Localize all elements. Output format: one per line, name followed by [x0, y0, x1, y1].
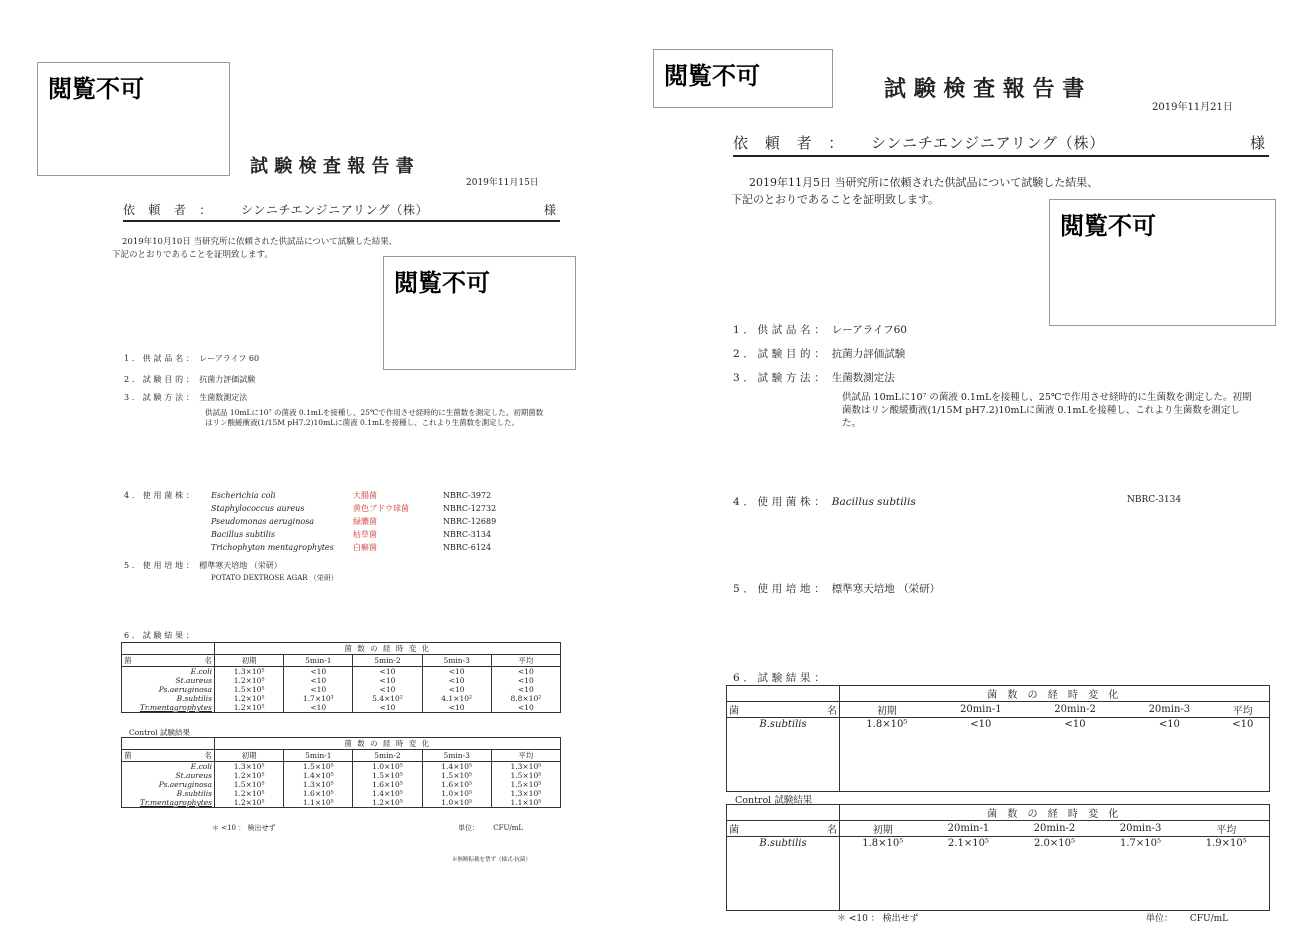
cell: 1.8×10⁵ — [840, 837, 926, 851]
strain-code: NBRC-12689 — [443, 517, 497, 526]
cell: 1.2×10⁵ — [215, 676, 284, 685]
col-bacteria: 菌 — [729, 825, 739, 836]
cell: <10 — [353, 703, 422, 713]
control-label: Control 試験結果 — [129, 728, 190, 737]
method-detail: 供試品 10mLに10⁷ の菌液 0.1mLを接種し、25℃で作用させ経時的に生菌数を測定した。初期菌数はリン酸緩衝液(1/15M pH7.2)10mLに菌液 0.1mLを接種し、これより生菌数を測定した。 — [205, 408, 544, 428]
client-name: シンニチエンジニアリング（株） — [871, 134, 1106, 152]
sample-value: レーアライフ60 — [831, 324, 907, 336]
cell: 1.2×10⁵ — [215, 798, 284, 808]
sample-item — [733, 322, 907, 337]
cell: 1.5×10⁵ — [215, 685, 284, 694]
cell: 1.0×10⁵ — [422, 789, 491, 798]
method-detail: 供試品 10mLに10⁷ の菌液 0.1mLを接種し、25℃で作用させ経時的に生菌数を測定した。初期菌数はリン酸緩衝液(1/15M pH7.2)10mLに菌液 0.1mLを接種し、これより生菌数を測定した。 — [842, 392, 1252, 429]
cell: 1.2×10⁵ — [215, 703, 284, 713]
col-name: 名 — [204, 656, 212, 665]
row-name: St.aureus — [175, 676, 212, 685]
col-name: 名 — [827, 706, 837, 717]
row-name: E.coli — [190, 667, 212, 676]
results-key: 6．試験結果： — [733, 672, 829, 684]
unit — [458, 823, 523, 833]
sample-item — [124, 353, 259, 364]
unit-value: CFU/mL — [1189, 914, 1229, 924]
cell: <10 — [422, 703, 491, 713]
table-row — [727, 718, 1270, 732]
purpose-value: 抗菌力評価試験 — [831, 348, 906, 360]
cell: 1.4×10⁵ — [353, 789, 422, 798]
col-header: 平均 — [491, 655, 560, 667]
redaction-box — [653, 49, 833, 108]
method-value: 生菌数測定法 — [199, 393, 248, 402]
test-results-table — [726, 685, 1270, 792]
method-item — [124, 392, 247, 403]
col-header: 初期 — [215, 655, 284, 667]
cell: 1.5×10⁵ — [353, 771, 422, 780]
col-name: 名 — [204, 751, 212, 760]
cell: <10 — [491, 685, 560, 694]
method-key: 3．試験方法： — [124, 393, 197, 402]
redaction-box — [37, 62, 230, 176]
cell: <10 — [1232, 719, 1254, 731]
col-bacteria: 菌 — [729, 706, 739, 717]
purpose-item — [124, 374, 255, 385]
table-row — [122, 685, 561, 694]
col-header: 平均 — [491, 750, 560, 762]
client-line — [123, 200, 560, 222]
redaction-label: 閲覧不可 — [1060, 212, 1156, 240]
cell: 1.6×10⁵ — [284, 789, 353, 798]
table-row — [122, 667, 561, 677]
col-header: 5min-1 — [284, 750, 353, 762]
table-header: 菌 数 の 経 時 変 化 — [215, 643, 561, 655]
cell: 2.1×10⁵ — [947, 838, 989, 850]
cell: <10 — [422, 685, 491, 694]
cell: 1.5×10⁵ — [491, 771, 560, 780]
medium-value: 標準寒天培地 （栄研） — [199, 561, 282, 570]
cell: 1.5×10⁵ — [491, 780, 560, 789]
client-suffix: 様 — [543, 203, 556, 217]
client-label: 依 頼 者 ： — [123, 203, 217, 217]
strain-jp: 緑膿菌 — [353, 517, 377, 526]
col-header: 5min-2 — [353, 750, 422, 762]
cell: <10 — [353, 676, 422, 685]
cell: 1.9×10⁵ — [1205, 838, 1247, 850]
cell: <10 — [1064, 719, 1086, 731]
redaction-box — [383, 256, 576, 370]
strain-row — [211, 529, 491, 540]
cell: 1.8×10⁵ — [840, 718, 934, 732]
cell: 1.1×10⁵ — [284, 798, 353, 808]
intro-text — [731, 174, 1098, 208]
cell: 1.3×10⁵ — [491, 789, 560, 798]
unit-value: CFU/mL — [493, 824, 523, 832]
col-header: 5min-3 — [422, 655, 491, 667]
strain-name: Escherichia coli — [211, 491, 276, 500]
intro-line-1: 2019年11月5日 当研究所に依頼された供試品について試験した結果、 — [749, 176, 1099, 189]
cell: 1.2×10⁵ — [215, 694, 284, 703]
table-row — [122, 676, 561, 685]
cell: <10 — [491, 703, 560, 713]
control-results-table — [121, 737, 561, 808]
control-results-table — [726, 804, 1270, 911]
cell: 1.0×10⁵ — [353, 762, 422, 772]
cell: 8.8×10² — [491, 694, 560, 703]
table-row — [122, 703, 561, 713]
report-title: 試験検査報告書 — [250, 156, 421, 177]
col-header: 初期 — [215, 750, 284, 762]
row-name: Ps.aeruginosa — [158, 685, 212, 694]
cell: 1.3×10⁵ — [284, 780, 353, 789]
cell: 1.5×10⁵ — [422, 771, 491, 780]
client-name: シンニチエンジニアリング（株） — [241, 203, 429, 217]
cell: <10 — [422, 676, 491, 685]
cell: 1.6×10⁵ — [353, 780, 422, 789]
col-header: 5min-3 — [422, 750, 491, 762]
cell: 1.5×10⁵ — [284, 762, 353, 772]
medium-key: 5．使用培地： — [733, 583, 829, 595]
cell: <10 — [284, 676, 353, 685]
row-name: Ps.aeruginosa — [158, 780, 212, 789]
intro-text — [112, 236, 397, 262]
purpose-key: 2．試験目的： — [124, 375, 197, 384]
cell: 1.4×10⁵ — [422, 762, 491, 772]
cell: 1.2×10⁵ — [215, 789, 284, 798]
purpose-value: 抗菌力評価試験 — [199, 375, 256, 384]
row-name: E.coli — [190, 762, 212, 771]
cell: <10 — [284, 667, 353, 677]
strain-name: Trichophyton mentagrophytes — [211, 543, 334, 552]
table-row — [122, 780, 561, 789]
cell: 1.4×10⁵ — [284, 771, 353, 780]
strain-row — [211, 542, 491, 553]
col-header: 平均 — [1217, 702, 1270, 718]
table-row — [122, 762, 561, 772]
footer: ※無断転載を禁ず（様式-抗菌） — [452, 857, 531, 863]
table-row — [122, 694, 561, 703]
purpose-key: 2．試験目的： — [733, 348, 829, 360]
method-value: 生菌数測定法 — [831, 372, 895, 384]
strain-code: NBRC-3134 — [1127, 495, 1182, 505]
redaction-label: 閲覧不可 — [48, 75, 144, 103]
table-row — [122, 789, 561, 798]
row-name: B.subtilis — [759, 838, 807, 850]
table-row — [727, 837, 1270, 851]
col-header: 5min-1 — [284, 655, 353, 667]
cell: 1.2×10⁵ — [215, 771, 284, 780]
row-name: Tr.mentagrophytes — [139, 798, 212, 807]
col-header: 20min-3 — [1122, 702, 1216, 718]
redaction-box — [1049, 199, 1276, 326]
medium-item — [733, 581, 940, 596]
strain-item — [733, 494, 916, 509]
report-title: 試験検査報告書 — [884, 76, 1092, 102]
row-name: B.subtilis — [176, 694, 212, 703]
cell: 5.4×10² — [353, 694, 422, 703]
col-header: 20min-3 — [1098, 821, 1184, 837]
cell: 1.3×10⁵ — [491, 762, 560, 772]
col-header: 20min-2 — [1028, 702, 1122, 718]
report-date: 2019年11月21日 — [1152, 102, 1233, 113]
client-suffix: 様 — [1249, 134, 1265, 152]
strain-code: NBRC-3134 — [443, 530, 492, 539]
strain-jp: 大腸菌 — [353, 491, 377, 500]
cell: <10 — [353, 667, 422, 677]
strain-row — [211, 503, 496, 514]
table-row — [122, 771, 561, 780]
strain-row — [211, 490, 491, 501]
cell: <10 — [284, 703, 353, 713]
cell: <10 — [422, 667, 491, 677]
strain-row — [211, 516, 496, 527]
control-label: Control 試験結果 — [735, 795, 813, 806]
cell: 1.1×10⁵ — [491, 798, 560, 808]
strain-key: 4．使用菌株： — [733, 496, 829, 508]
col-header: 20min-1 — [925, 821, 1011, 837]
row-name: St.aureus — [175, 771, 212, 780]
report-date: 2019年11月15日 — [466, 178, 539, 188]
strain-key: 4．使用菌株： — [124, 491, 197, 500]
cell: 1.5×10⁵ — [215, 780, 284, 789]
note: ＊ <10 ： 検出せず — [212, 824, 276, 832]
medium-value-2: POTATO DEXTROSE AGAR （栄研） — [211, 574, 338, 582]
method-item — [733, 370, 895, 385]
col-header: 5min-2 — [353, 655, 422, 667]
cell: <10 — [491, 667, 560, 677]
test-results-table — [121, 642, 561, 713]
col-header: 初期 — [840, 702, 934, 718]
col-bacteria: 菌 — [124, 751, 132, 760]
col-header: 初期 — [840, 821, 926, 837]
client-label: 依 頼 者 ： — [733, 134, 850, 152]
row-name: B.subtilis — [759, 719, 807, 731]
unit — [1146, 911, 1228, 924]
cell: <10 — [353, 685, 422, 694]
unit-label: 単位： — [458, 824, 479, 832]
table-header: 菌 数 の 経 時 変 化 — [840, 686, 1270, 702]
cell: <10 — [1158, 719, 1180, 731]
row-name: Tr.mentagrophytes — [139, 703, 212, 712]
results-key: 6．試験結果： — [124, 631, 197, 640]
cell: 1.6×10⁵ — [422, 780, 491, 789]
cell: 1.3×10⁵ — [215, 667, 284, 677]
cell: 1.3×10⁵ — [215, 762, 284, 772]
results-item — [124, 630, 197, 641]
col-name: 名 — [827, 825, 837, 836]
strain-name: Staphylococcus aureus — [211, 504, 305, 513]
client-line — [733, 133, 1269, 157]
col-header: 平均 — [1184, 821, 1270, 837]
strain-code: NBRC-6124 — [443, 543, 492, 552]
note: ＊ <10 ： 検出せず — [837, 914, 919, 924]
cell: 4.1×10² — [422, 694, 491, 703]
strain-jp: 黄色ブドウ球菌 — [353, 504, 409, 513]
unit-label: 単位： — [1146, 914, 1174, 924]
method-key: 3．試験方法： — [733, 372, 829, 384]
results-item — [733, 670, 828, 685]
cell: <10 — [284, 685, 353, 694]
medium-key: 5．使用培地： — [124, 561, 197, 570]
table-header: 菌 数 の 経 時 変 化 — [840, 805, 1270, 821]
strain-item — [124, 490, 197, 501]
cell: 1.2×10⁵ — [353, 798, 422, 808]
strain-jp: 枯草菌 — [353, 530, 377, 539]
row-name: B.subtilis — [176, 789, 212, 798]
redaction-label: 閲覧不可 — [394, 269, 490, 297]
medium-item — [124, 560, 282, 571]
sample-key: 1．供試品名： — [124, 354, 197, 363]
table-header: 菌 数 の 経 時 変 化 — [215, 738, 561, 750]
intro-line-2: 下記のとおりであることを証明致します。 — [112, 250, 273, 261]
purpose-item — [733, 346, 905, 361]
strain-name: Pseudomonas aeruginosa — [211, 517, 315, 526]
table-row — [122, 798, 561, 808]
medium-value: 標準寒天培地 （栄研） — [831, 583, 941, 595]
strain-jp: 白癬菌 — [353, 543, 377, 552]
strain-name: Bacillus subtilis — [211, 530, 275, 539]
cell: 1.0×10⁵ — [422, 798, 491, 808]
cell: 1.7×10⁵ — [1120, 838, 1162, 850]
col-header: 20min-2 — [1011, 821, 1097, 837]
strain-name: Bacillus subtilis — [831, 496, 916, 508]
sample-key: 1．供試品名： — [733, 324, 829, 336]
col-header: 20min-1 — [934, 702, 1028, 718]
cell: 2.0×10⁵ — [1033, 838, 1075, 850]
cell: <10 — [970, 719, 992, 731]
sample-value: レーアライフ 60 — [199, 354, 260, 363]
col-bacteria: 菌 — [124, 656, 132, 665]
strain-code: NBRC-12732 — [443, 504, 497, 513]
strain-code: NBRC-3972 — [443, 491, 492, 500]
cell: <10 — [491, 676, 560, 685]
cell: 1.7×10³ — [284, 694, 353, 703]
intro-line-1: 2019年10月10日 当研究所に依頼された供試品について試験した結果、 — [122, 237, 398, 247]
intro-line-2: 下記のとおりであることを証明致します。 — [731, 193, 940, 207]
redaction-label: 閲覧不可 — [664, 62, 760, 90]
